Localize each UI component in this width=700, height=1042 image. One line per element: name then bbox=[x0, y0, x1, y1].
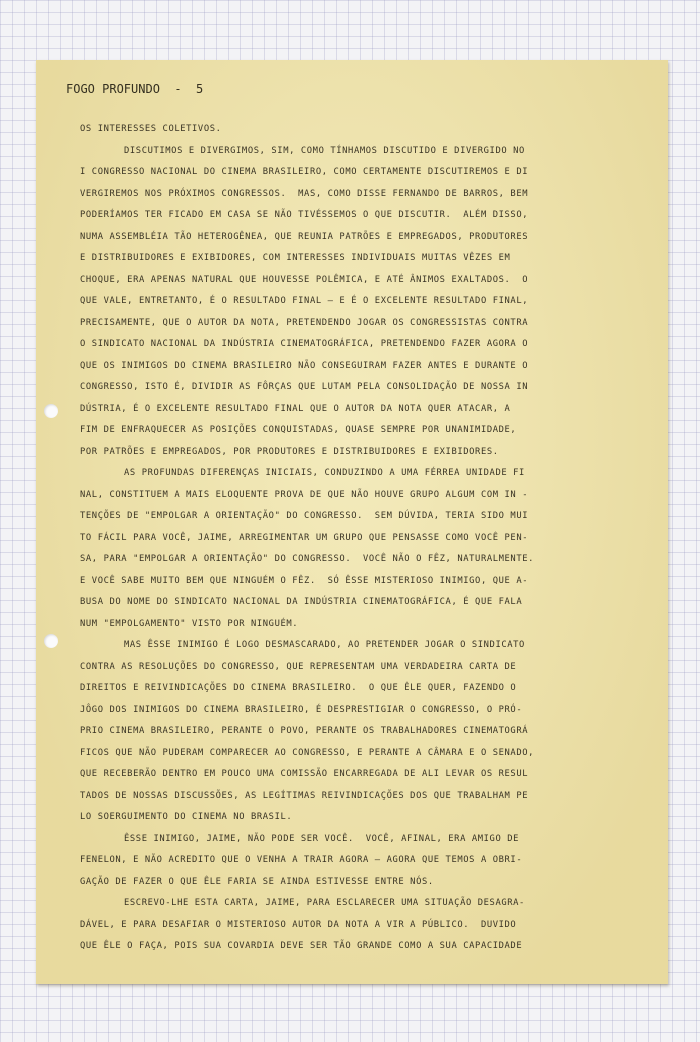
text-line: FICOS QUE NÃO PUDERAM COMPARECER AO CONGRESSO, E PERANTE A CÂMARA E O SENADO, bbox=[80, 747, 535, 758]
text-line: QUE RECEBERÃO DENTRO EM POUCO UMA COMISSÃO ENCARREGADA DE ALI LEVAR OS RESUL bbox=[80, 769, 529, 779]
text-line: E VOCÊ SABE MUITO BEM QUE NINGUÉM O FÊZ. SÓ ÊSSE MISTERIOSO INIMIGO, QUE A- bbox=[80, 575, 529, 586]
text-line: OS INTERESSES COLETIVOS. bbox=[80, 124, 222, 134]
typewritten-page bbox=[36, 60, 668, 984]
text-line: CONGRESSO, ISTO É, DIVIDIR AS FÔRÇAS QUE LUTAM PELA CONSOLIDAÇÃO DE NOSSA IN bbox=[80, 382, 529, 392]
text-line: ÊSSE INIMIGO, JAIME, NÃO PODE SER VOCÊ. VOCÊ, AFINAL, ERA AMIGO DE bbox=[124, 833, 520, 844]
text-line: AS PROFUNDAS DIFERENÇAS INICIAIS, CONDUZINDO A UMA FÉRREA UNIDADE FI bbox=[124, 468, 525, 478]
body-text bbox=[80, 119, 640, 958]
text-line: DISCUTIMOS E DIVERGIMOS, SIM, COMO TÍNHAMOS DISCUTIDO E DIVERGIDO NO bbox=[124, 145, 525, 156]
text-line: ESCREVO-LHE ESTA CARTA, JAIME, PARA ESCLARECER UMA SITUAÇÃO DESAGRA- bbox=[124, 898, 525, 908]
text-line: FENELON, E NÃO ACREDITO QUE O VENHA A TRAIR AGORA — AGORA QUE TEMOS A OBRI- bbox=[80, 855, 523, 865]
text-line: NUM "EMPOLGAMENTO" VISTO POR NINGUÉM. bbox=[80, 618, 299, 629]
text-line: TENÇÕES DE "EMPOLGAR A ORIENTAÇÃO" DO CONGRESSO. SEM DÚVIDA, TERIA SIDO MUI bbox=[80, 511, 529, 521]
text-line: E DISTRIBUIDORES E EXIBIDORES, COM INTERESSES INDIVIDUAIS MUITAS VÊZES EM bbox=[80, 253, 511, 263]
text-line: NUMA ASSEMBLÉIA TÃO HETEROGÊNEA, QUE REUNIA PATRÕES E EMPREGADOS, PRODUTORES bbox=[80, 231, 529, 242]
text-line: DÁVEL, E PARA DESAFIAR O MISTERIOSO AUTOR DA NOTA A VIR A PÚBLICO. DUVIDO bbox=[80, 919, 517, 930]
text-line: VERGIREMOS NOS PRÓXIMOS CONGRESSOS. MAS, COMO DISSE FERNANDO DE BARROS, BEM bbox=[80, 188, 529, 199]
text-line: DIREITOS E REIVINDICAÇÕES DO CINEMA BRASILEIRO. O QUE ÊLE QUER, FAZENDO O bbox=[80, 683, 517, 693]
text-line: SA, PARA "EMPOLGAR A ORIENTAÇÃO" DO CONGRESSO. VOCÊ NÃO O FÊZ, NATURALMENTE. bbox=[80, 554, 535, 564]
text-line: O SINDICATO NACIONAL DA INDÚSTRIA CINEMATOGRÁFICA, PRETENDENDO FAZER AGORA O bbox=[80, 339, 529, 349]
text-line: PODERÍAMOS TER FICADO EM CASA SE NÃO TIVÉSSEMOS O QUE DISCUTIR. ALÉM DISSO, bbox=[80, 210, 529, 220]
text-line: PRECISAMENTE, QUE O AUTOR DA NOTA, PRETENDENDO JOGAR OS CONGRESSISTAS CONTRA bbox=[80, 317, 529, 328]
text-line: MAS ÊSSE INIMIGO É LOGO DESMASCARADO, AO PRETENDER JOGAR O SINDICATO bbox=[124, 640, 525, 650]
text-line: TADOS DE NOSSAS DISCUSSÕES, AS LEGÍTIMAS REIVINDICAÇÕES DOS QUE TRABALHAM PE bbox=[80, 790, 529, 801]
punch-hole bbox=[44, 634, 58, 648]
text-line: TO FÁCIL PARA VOCÊ, JAIME, ARREGIMENTAR UM GRUPO QUE PENSASSE COMO VOCÊ PEN- bbox=[80, 532, 529, 543]
text-line: I CONGRESSO NACIONAL DO CINEMA BRASILEIRO, COMO CERTAMENTE DISCUTIREMOS E DI bbox=[80, 167, 529, 177]
text-line: QUE OS INIMIGOS DO CINEMA BRASILEIRO NÃO CONSEGUIRAM FAZER ANTES E DURANTE O bbox=[80, 360, 529, 371]
text-line: QUE ÊLE O FAÇA, POIS SUA COVARDIA DEVE SER TÃO GRANDE COMO A SUA CAPACIDADE bbox=[80, 941, 523, 951]
text-line: NAL, CONSTITUEM A MAIS ELOQUENTE PROVA DE QUE NÃO HOUVE GRUPO ALGUM COM IN - bbox=[80, 489, 529, 500]
text-line: LO SOERGUIMENTO DO CINEMA NO BRASIL. bbox=[80, 812, 293, 822]
text-line: GAÇÃO DE FAZER O QUE ÊLE FARIA SE AINDA ESTIVESSE ENTRE NÓS. bbox=[80, 876, 434, 887]
text-line: FIM DE ENFRAQUECER AS POSIÇÕES CONQUISTADAS, QUASE SEMPRE POR UNANIMIDADE, bbox=[80, 425, 517, 435]
text-line: CHOQUE, ERA APENAS NATURAL QUE HOUVESSE POLÊMICA, E ATÉ ÂNIMOS EXALTADOS. O bbox=[80, 274, 529, 285]
page-header: FOGO PROFUNDO - 5 bbox=[66, 82, 204, 96]
text-line: CONTRA AS RESOLUÇÕES DO CONGRESSO, QUE REPRESENTAM UMA VERDADEIRA CARTA DE bbox=[80, 661, 517, 672]
text-line: POR PATRÕES E EMPREGADOS, POR PRODUTORES E DISTRIBUIDORES E EXIBIDORES. bbox=[80, 446, 499, 457]
punch-hole bbox=[44, 404, 58, 418]
text-line: DÚSTRIA, É O EXCELENTE RESULTADO FINAL QUE O AUTOR DA NOTA QUER ATACAR, A bbox=[80, 403, 511, 414]
text-line: PRIO CINEMA BRASILEIRO, PERANTE O POVO, PERANTE OS TRABALHADORES CINEMATOGRÁ bbox=[80, 726, 529, 736]
text-line: QUE VALE, ENTRETANTO, É O RESULTADO FINAL — E É O EXCELENTE RESULTADO FINAL, bbox=[80, 296, 529, 306]
text-line: JÔGO DOS INIMIGOS DO CINEMA BRASILEIRO, É DESPRESTIGIAR O CONGRESSO, O PRÓ- bbox=[80, 704, 523, 715]
text-line: BUSA DO NOME DO SINDICATO NACIONAL DA INDÚSTRIA CINEMATOGRÁFICA, É QUE FALA bbox=[80, 597, 523, 607]
